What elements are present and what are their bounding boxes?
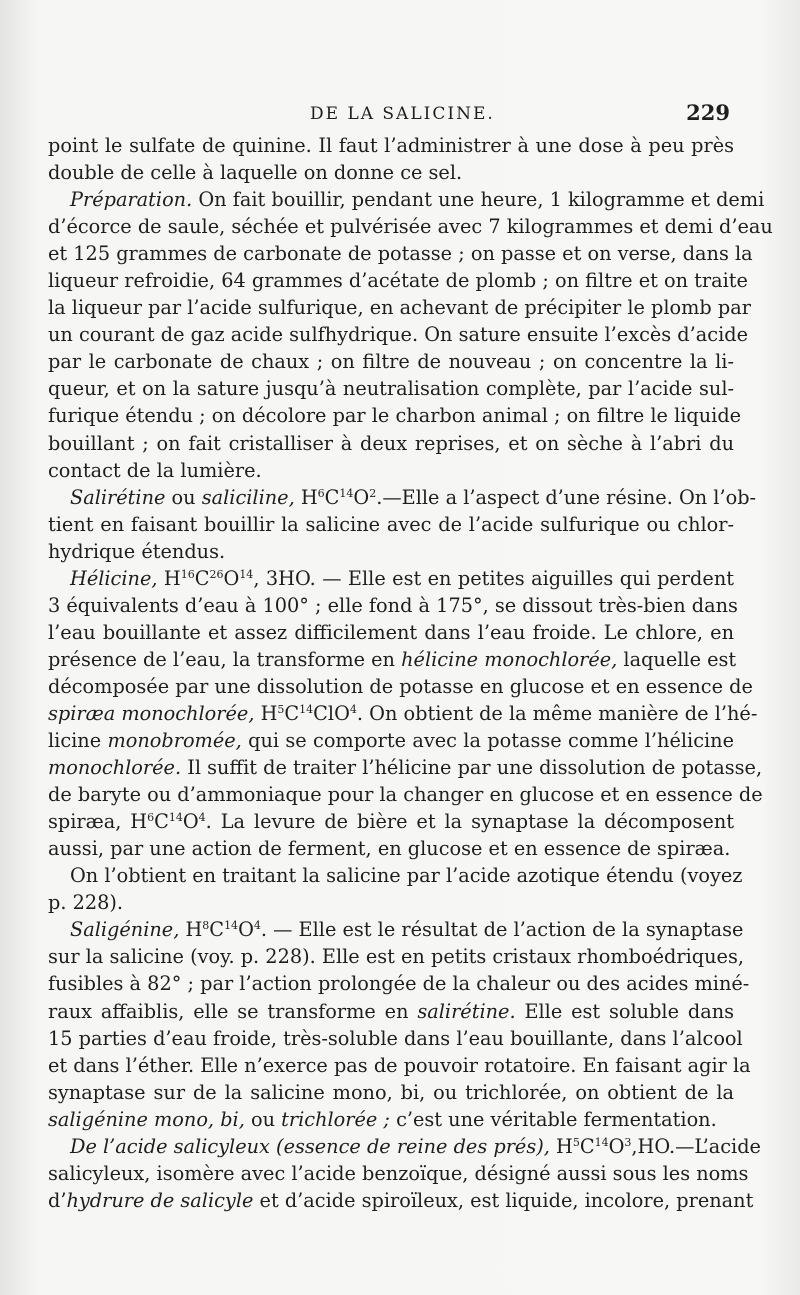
text-span: H — [179, 918, 203, 942]
text-span: licine — [48, 729, 108, 753]
text-line — [48, 511, 734, 538]
superscript: 8 — [202, 919, 210, 933]
text-line — [48, 1106, 734, 1133]
text-span: queur, et on la sature jusqu’à neutralisation complète, par l’acide sul- — [48, 377, 734, 401]
italic-text: spiræa monochlorée, — [48, 701, 255, 725]
text-span: C — [154, 810, 169, 834]
text-span: aussi, par une action de ferment, en glucose et en essence de spiræa. — [48, 837, 731, 861]
superscript: 5 — [572, 1135, 580, 1149]
text-span: synaptase sur de la salicine mono, bi, ou trichlorée, on obtient de la — [48, 1080, 734, 1104]
text-line — [48, 619, 734, 646]
italic-text: De l’acide salicyleux (essence de reine des prés), — [70, 1134, 550, 1158]
text-span: sur la salicine (voy. p. 228). Elle est en petits cristaux rhomboédriques, — [48, 945, 744, 969]
text-span: et dans l’éther. Elle n’exerce pas de pouvoir rotatoire. En faisant agir la — [48, 1053, 751, 1077]
superscript: 6 — [147, 811, 155, 825]
text-line — [48, 267, 748, 294]
text-span: 15 parties d’eau froide, très-soluble dans l’eau bouillante, dans l’alcool — [48, 1026, 743, 1050]
text-span: salicyleux, isomère avec l’acide benzoïque, désigné aussi sous les noms — [48, 1161, 749, 1185]
text-span: décomposée par une dissolution de potasse en glucose et en essence de — [48, 674, 753, 698]
text-line — [48, 484, 757, 511]
superscript: 5 — [277, 702, 285, 716]
text-span: H — [294, 485, 318, 509]
text-span: Elle est soluble dans — [515, 999, 735, 1023]
text-span: On l’obtient en traitant la salicine par l’acide azotique étendu (voyez — [70, 864, 743, 888]
italic-text: Hélicine, — [70, 566, 158, 590]
text-span: double de celle à laquelle on donne ce sel. — [48, 161, 463, 185]
text-span: qui se comporte avec la potasse comme l’hélicine — [241, 729, 734, 753]
text-line — [48, 943, 744, 970]
superscript: 14 — [168, 811, 183, 825]
text-span: O — [608, 1134, 625, 1158]
italic-text: hydrure de salicyle — [66, 1188, 254, 1212]
superscript: 14 — [594, 1135, 609, 1149]
text-span: . — Elle est le résultat de l’action de la synaptase — [260, 918, 744, 942]
text-span: C — [579, 1134, 595, 1158]
text-line — [48, 592, 738, 619]
text-span: laquelle est — [617, 647, 737, 671]
text-line — [48, 673, 753, 700]
superscript: 4 — [253, 919, 261, 933]
text-span: d’ — [48, 1188, 67, 1212]
superscript: 4 — [349, 702, 357, 716]
text-line — [48, 646, 737, 673]
text-line — [48, 808, 734, 835]
text-span: contact de la lumière. — [48, 458, 262, 482]
text-span: . La levure de bière et la synaptase la décomposent — [205, 810, 734, 834]
text-line — [48, 781, 763, 808]
text-span: de baryte ou d’ammoniaque pour la changer en glucose et en essence de — [48, 783, 763, 807]
text-span: ClO — [313, 701, 350, 725]
text-line — [48, 159, 734, 186]
running-title: DE LA SALICINE. — [310, 104, 495, 124]
text-span: Il suffit de traiter l’hélicine par une dissolution de potasse, — [181, 756, 763, 780]
text-span: O — [238, 918, 254, 942]
text-line — [48, 1160, 749, 1187]
text-span: ou — [165, 485, 202, 509]
text-span: H — [549, 1134, 573, 1158]
superscript: 3 — [624, 1135, 632, 1149]
text-line — [48, 186, 765, 213]
text-span: , 3HO. — Elle est en petites aiguilles qui perdent — [253, 566, 734, 590]
text-span: . On obtient de la même manière de l’hé- — [356, 701, 758, 725]
superscript: 26 — [209, 567, 224, 581]
text-span: raux affaiblis, elle se transforme en — [48, 999, 418, 1023]
text-line — [48, 457, 734, 484]
text-span: p. 228). — [48, 891, 124, 915]
text-span: par le carbonate de chaux ; on filtre de nouveau ; on concentre la li- — [48, 350, 734, 374]
text-span: O — [353, 485, 370, 509]
text-span: C — [284, 701, 300, 725]
text-span: d’écorce de saule, séchée et pulvérisée avec 7 kilogrammes et demi d’eau — [48, 215, 773, 239]
text-line — [48, 998, 734, 1025]
text-line — [48, 862, 743, 889]
superscript: 4 — [198, 811, 206, 825]
text-line — [48, 430, 734, 457]
text-line — [48, 889, 734, 916]
text-line — [48, 240, 753, 267]
text-line — [48, 402, 742, 429]
text-line — [48, 348, 734, 375]
text-span: C — [194, 566, 210, 590]
page-header — [48, 100, 730, 134]
text-span: c’est une véritable fermentation. — [389, 1107, 717, 1131]
text-line — [48, 1187, 754, 1214]
text-line — [48, 375, 734, 402]
text-span: H — [254, 701, 278, 725]
text-line — [48, 916, 744, 943]
italic-text: saligénine mono, bi, — [48, 1107, 245, 1131]
text-span: l’eau bouillante et assez difficilement dans l’eau froide. Le chlore, en — [48, 620, 734, 644]
superscript: 2 — [369, 486, 377, 500]
superscript: 14 — [339, 486, 354, 500]
text-span: O — [182, 810, 199, 834]
text-span: et 125 grammes de carbonate de potasse ; on passe et on verse, dans la — [48, 242, 753, 266]
body-text — [48, 132, 773, 1214]
text-line — [48, 700, 758, 727]
superscript: 14 — [239, 567, 254, 581]
italic-text: salirétine. — [417, 999, 516, 1023]
text-line — [48, 1052, 751, 1079]
italic-text: Salirétine — [70, 485, 166, 509]
italic-text: hélicine monochlorée, — [401, 647, 618, 671]
italic-text: Préparation. — [70, 188, 193, 212]
text-line — [48, 1025, 743, 1052]
text-line — [48, 835, 734, 862]
text-span: et d’acide spiroïleux, est liquide, incolore, prenant — [253, 1188, 754, 1212]
text-span: la liqueur par l’acide sulfurique, en achevant de précipiter le plomb par — [48, 296, 751, 320]
text-span: 3 équivalents d’eau à 100° ; elle fond à 175°, se dissout très-bien dans — [48, 593, 738, 617]
text-line — [48, 1079, 734, 1106]
text-span: O — [223, 566, 240, 590]
text-line — [48, 727, 734, 754]
text-span: liqueur refroidie, 64 grammes d’acétate de plomb ; on filtre et on traite — [48, 269, 748, 293]
text-span: On fait bouillir, pendant une heure, 1 kilogramme et demi — [192, 188, 765, 212]
text-span: furique étendu ; on décolore par le charbon animal ; on filtre le liquide — [48, 404, 742, 428]
text-span: un courant de gaz acide sulfhydrique. On sature ensuite l’excès d’acide — [48, 323, 748, 347]
italic-text: Saligénine, — [70, 918, 180, 942]
italic-text: monochlorée. — [48, 756, 182, 780]
text-span: spiræa, H — [48, 810, 148, 834]
text-line — [48, 1133, 761, 1160]
text-span: .—Elle a l’aspect d’une résine. On l’ob- — [376, 485, 757, 509]
text-line — [48, 213, 773, 240]
text-line — [48, 970, 750, 997]
superscript: 16 — [180, 567, 195, 581]
text-line — [48, 321, 748, 348]
page-number: 229 — [686, 100, 730, 125]
text-span: point le sulfate de quinine. Il faut l’administrer à une dose à peu près — [48, 134, 734, 157]
text-line — [48, 538, 734, 565]
italic-text: monobromée, — [107, 729, 242, 753]
text-span: C — [324, 485, 340, 509]
text-line — [48, 132, 734, 159]
text-span: C — [209, 918, 225, 942]
superscript: 14 — [224, 919, 239, 933]
italic-text: saliciline, — [201, 485, 295, 509]
text-span: H — [157, 566, 181, 590]
text-span: ,HO.—L’acide — [631, 1134, 761, 1158]
text-span: tient en faisant bouillir la salicine avec de l’acide sulfurique ou chlor- — [48, 512, 734, 536]
text-span: présence de l’eau, la transforme en — [48, 647, 402, 671]
superscript: 6 — [317, 486, 325, 500]
italic-text: trichlorée ; — [281, 1107, 390, 1131]
text-span: bouillant ; on fait cristalliser à deux reprises, et on sèche à l’abri du — [48, 431, 734, 455]
superscript: 14 — [299, 702, 314, 716]
text-span: fusibles à 82° ; par l’action prolongée de la chaleur ou des acides miné- — [48, 972, 750, 996]
text-line — [48, 565, 734, 592]
text-span: hydrique étendus. — [48, 539, 226, 563]
text-line — [48, 754, 763, 781]
text-span: ou — [244, 1107, 282, 1131]
text-line — [48, 294, 751, 321]
